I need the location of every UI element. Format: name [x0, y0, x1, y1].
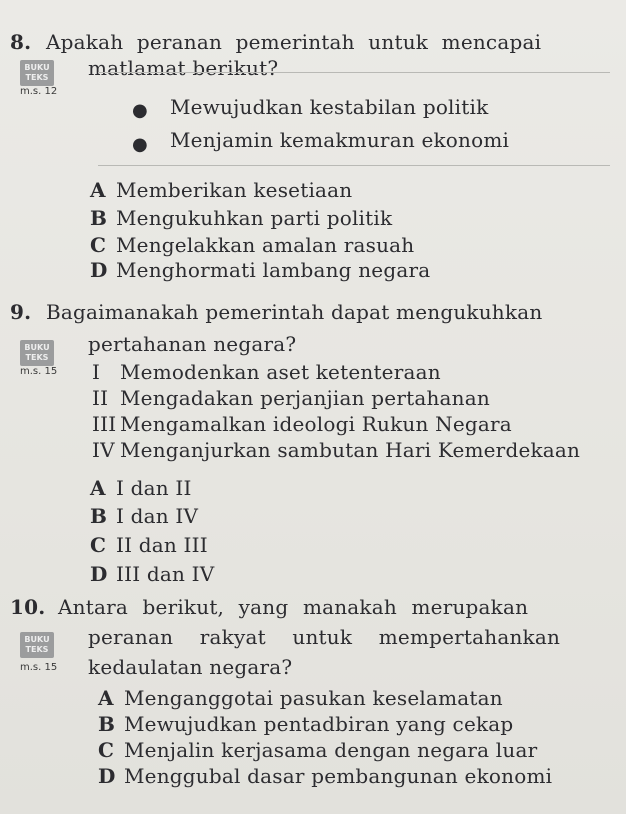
- question-9-stem-line1: Bagaimanakah pemerintah dapat mengukuhkan: [46, 300, 543, 324]
- option-a[interactable]: A I dan II: [90, 476, 192, 500]
- option-c[interactable]: C Mengelakkan amalan rasuah: [90, 233, 415, 257]
- option-c[interactable]: C II dan III: [90, 533, 208, 557]
- question-9-number: 9.: [10, 300, 32, 324]
- question-10-stem-line3: kedaulatan negara?: [88, 655, 293, 679]
- option-c[interactable]: C Menjalin kerjasama dengan negara luar: [98, 738, 538, 762]
- question-8-stem-line1: Apakah peranan pemerintah untuk mencapai: [46, 30, 542, 54]
- page-ref: m.s. 15: [20, 662, 58, 673]
- bullet-dot-icon: ●: [132, 134, 148, 155]
- option-b[interactable]: B I dan IV: [90, 504, 199, 528]
- question-8-stem-line2: matlamat berikut?: [88, 56, 279, 80]
- option-d[interactable]: D III dan IV: [90, 562, 215, 586]
- option-a[interactable]: A Memberikan kesetiaan: [90, 178, 353, 202]
- question-8-number: 8.: [10, 30, 32, 54]
- question-9-stem-line2: pertahanan negara?: [88, 332, 297, 356]
- option-b[interactable]: B Mengukuhkan parti politik: [90, 206, 393, 230]
- buku-teks-badge: BUKU TEKS: [20, 632, 54, 658]
- statement-ii: II Mengadakan perjanjian pertahanan: [92, 386, 490, 410]
- buku-teks-badge: BUKU TEKS: [20, 60, 54, 86]
- statement-i: I Memodenkan aset ketenteraan: [92, 360, 441, 384]
- question-10-stem-line1: Antara berikut, yang manakah merupakan: [58, 595, 529, 619]
- bullet-item: Menjamin kemakmuran ekonomi: [170, 128, 510, 152]
- page-ref: m.s. 12: [20, 86, 58, 97]
- option-d[interactable]: D Menghormati lambang negara: [90, 258, 431, 282]
- buku-teks-badge: BUKU TEKS: [20, 340, 54, 366]
- option-a[interactable]: A Menganggotai pasukan keselamatan: [98, 686, 503, 710]
- question-10-stem-line2: peranan rakyat untuk mempertahankan: [88, 625, 561, 649]
- option-b[interactable]: B Mewujudkan pentadbiran yang cekap: [98, 712, 514, 736]
- option-d[interactable]: D Menggubal dasar pembangunan ekonomi: [98, 764, 553, 788]
- statement-iii: III Mengamalkan ideologi Rukun Negara: [92, 412, 512, 436]
- statement-iv: IV Menganjurkan sambutan Hari Kemerdekaan: [92, 438, 581, 462]
- page-ref: m.s. 15: [20, 366, 58, 377]
- bullet-item: Mewujudkan kestabilan politik: [170, 95, 489, 119]
- question-10-number: 10.: [10, 595, 46, 619]
- bullet-dot-icon: ●: [132, 100, 148, 121]
